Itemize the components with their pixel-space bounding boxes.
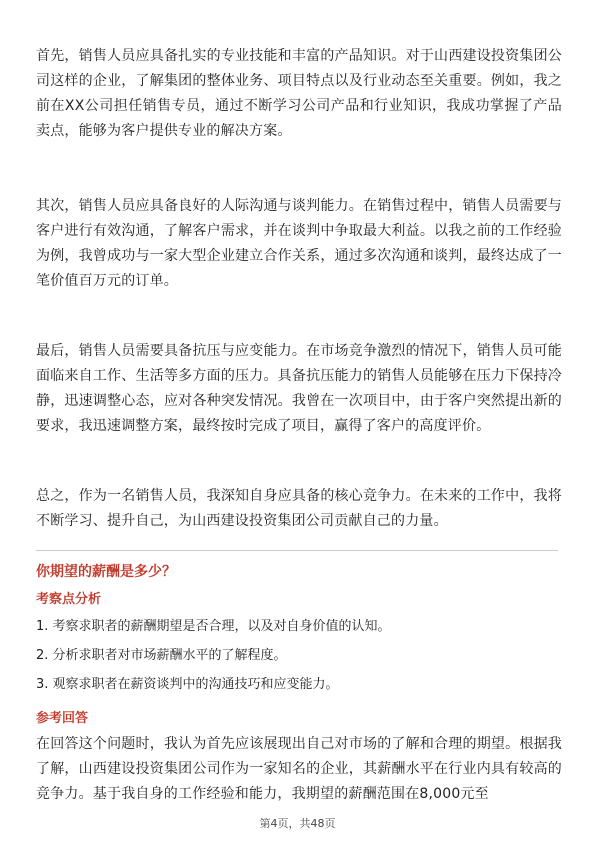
paragraph-professional-skills: 首先，销售人员应具备扎实的专业技能和丰富的产品知识。对于山西建设投资集团公司这样的企业，了解集团的整体业务、项目特点以及行业动态至关重要。例如，我之前在XX公司担任销售专员，通过不断学习公司产品和行业知识，我成功掌握了产品卖点，能够为客户提供专业的解决方案。 bbox=[36, 48, 562, 139]
analysis-item: 1. 考察求职者的薪酬期望是否合理，以及对自身价值的认知。 bbox=[36, 619, 391, 634]
answer-text: 在回答这个问题时，我认为首先应该展现出自己对市场的了解和合理的期望。根据我了解，山西建设投资集团公司作为一家知名的企业，其薪酬水平在行业内具有较高的竞争力。基于我自身的工作经验和能力，我期望的薪酬范围在8,000元至 bbox=[36, 736, 562, 802]
question-title: 你期望的薪酬是多少？ bbox=[36, 564, 176, 580]
analysis-item: 2. 分析求职者对市场薪酬水平的了解程度。 bbox=[36, 648, 287, 663]
page-number-footer: 第4页，共48页 bbox=[259, 817, 336, 830]
paragraph-conclusion: 总之，作为一名销售人员，我深知自身应具备的核心竞争力。在未来的工作中，我将不断学习、提升自己，为山西建设投资集团公司贡献自己的力量。 bbox=[36, 488, 562, 529]
answer-heading: 参考回答 bbox=[36, 711, 89, 726]
analysis-heading: 考察点分析 bbox=[36, 592, 102, 607]
analysis-item: 3. 观察求职者在薪资谈判中的沟通技巧和应变能力。 bbox=[36, 677, 339, 692]
paragraph-communication-skills: 其次，销售人员应具备良好的人际沟通与谈判能力。在销售过程中，销售人员需要与客户进行有效沟通，了解客户需求，并在谈判中争取最大利益。以我之前的工作经验为例，我曾成功与一家大型企业建立合作关系，通过多次沟通和谈判，最终达成了一笔价值百万元的订单。 bbox=[36, 198, 562, 289]
section-divider bbox=[36, 550, 558, 551]
paragraph-stress-resistance: 最后，销售人员需要具备抗压与应变能力。在市场竞争激烈的情况下，销售人员可能面临来自工作、生活等多方面的压力。具备抗压能力的销售人员能够在压力下保持冷静，迅速调整心态，应对各种突发情况。我曾在一次项目中，由于客户突然提出新的要求，我迅速调整方案，最终按时完成了项目，赢得了客户的高度评价。 bbox=[36, 343, 562, 434]
